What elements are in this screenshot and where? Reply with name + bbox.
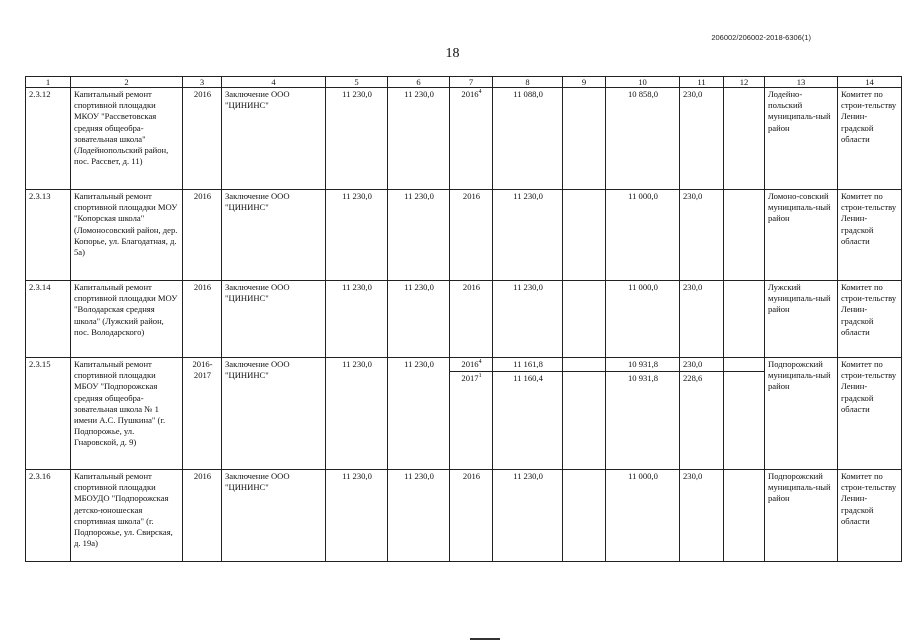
table-row [26, 358, 902, 470]
period-sub-2 [461, 373, 481, 383]
table-row [26, 88, 902, 190]
amount-cell: 230,0 [680, 281, 724, 358]
empty-sub [724, 359, 764, 372]
amount-cell: 11 088,0 [493, 88, 563, 190]
footnote-mark: 4 [478, 359, 482, 366]
footnote-mark: 4 [478, 89, 482, 96]
page-number: 18 [445, 46, 460, 61]
amount-cell: 11 230,0 [493, 470, 563, 562]
district-cell: Лужский муниципаль-ный район [765, 281, 838, 358]
cost-cell: 11 230,0 [326, 190, 388, 281]
col-header: 9 [563, 77, 606, 88]
executor-cell: Комитет по строи-тельству Ленин-градской области [838, 281, 902, 358]
amount-cell: 11 000,0 [606, 281, 680, 358]
object-name: Капитальный ремонт спортивной площадки МБОУ "Подпорожская средняя общеобра-зовательная школа № 1 имени А.С. Пушкина" (г. Подпорожье, ул. Гнаровской, д. 9) [71, 358, 183, 470]
period-sub-1 [450, 359, 492, 372]
amount-cell: 11 000,0 [606, 470, 680, 562]
col-header: 6 [388, 77, 450, 88]
cost-cell: 11 230,0 [326, 470, 388, 562]
district-cell: Лодейно-польский муниципаль-ный район [765, 88, 838, 190]
year-cell: 2016 [183, 470, 222, 562]
row-number: 2.3.13 [26, 190, 71, 281]
empty-cell [563, 358, 606, 470]
cost-cell: 11 230,0 [326, 88, 388, 190]
object-name: Капитальный ремонт спортивной площадки МОУ "Володарская средняя школа" (Лужский район, пос. Володарского) [71, 281, 183, 358]
year-cell: 2016 [183, 190, 222, 281]
executor-cell: Комитет по строи-тельству Ленин-градской области [838, 358, 902, 470]
basis-cell: Заключение ООО "ЦИНИНС" [222, 281, 326, 358]
col-header: 5 [326, 77, 388, 88]
table-row [26, 190, 902, 281]
empty-cell [563, 470, 606, 562]
row-number: 2.3.12 [26, 88, 71, 190]
data-table [25, 76, 902, 562]
empty-cell [724, 470, 765, 562]
period-cell [450, 190, 493, 281]
row-number: 2.3.15 [26, 358, 71, 470]
col-header: 8 [493, 77, 563, 88]
period-cell [450, 470, 493, 562]
period-year: 2016 [461, 89, 479, 99]
col-header: 4 [222, 77, 326, 88]
table-row [26, 281, 902, 358]
amount-sub-1: 11 161,8 [493, 359, 562, 372]
cost-cell: 11 230,0 [388, 190, 450, 281]
cost-cell: 11 230,0 [388, 358, 450, 470]
amount-cell: 230,0 [680, 88, 724, 190]
empty-sub [563, 359, 605, 372]
executor-cell: Комитет по строи-тельству Ленин-градской области [838, 88, 902, 190]
cost-cell: 11 230,0 [326, 358, 388, 470]
amount-cell: 230,0 [680, 470, 724, 562]
cost-cell: 11 230,0 [326, 281, 388, 358]
amount-cell: 10 858,0 [606, 88, 680, 190]
basis-cell: Заключение ООО "ЦИНИНС" [222, 358, 326, 470]
amount-cell: 11 000,0 [606, 190, 680, 281]
object-name: Капитальный ремонт спортивной площадки МОУ "Копорская школа" (Ломоносовский район, дер. Копорье, ул. Благодатная, д. 5а) [71, 190, 183, 281]
footnote-mark: 1 [478, 373, 482, 380]
year-cell: 2016 [183, 88, 222, 190]
col-header: 14 [838, 77, 902, 88]
col-header: 7 [450, 77, 493, 88]
basis-cell: Заключение ООО "ЦИНИНС" [222, 190, 326, 281]
row-number: 2.3.16 [26, 470, 71, 562]
basis-cell: Заключение ООО "ЦИНИНС" [222, 88, 326, 190]
period-year: 2016 [461, 359, 479, 369]
amount-sub-2: 10 931,8 [627, 373, 659, 383]
object-name: Капитальный ремонт спортивной площадки МБОУДО "Подпорожская детско-юношеская спортивная школа" (г. Подпорожье, ул. Свирская, д. 19а) [71, 470, 183, 562]
period-cell [450, 281, 493, 358]
document-id: 206002/206002-2018-6306(1) [711, 33, 811, 42]
empty-cell [563, 190, 606, 281]
period-year: 2016 [462, 191, 481, 201]
table-row [26, 470, 902, 562]
amount-cell [680, 358, 724, 470]
period-cell [450, 88, 493, 190]
amount-sub-2: 228,6 [683, 373, 703, 383]
cost-cell: 11 230,0 [388, 88, 450, 190]
row-number: 2.3.14 [26, 281, 71, 358]
empty-cell [724, 88, 765, 190]
district-cell: Подпорожский муниципаль-ный район [765, 358, 838, 470]
empty-cell [724, 190, 765, 281]
col-header: 12 [724, 77, 765, 88]
header-row [26, 77, 902, 88]
basis-cell: Заключение ООО "ЦИНИНС" [222, 470, 326, 562]
col-header: 13 [765, 77, 838, 88]
amount-cell [493, 358, 563, 470]
col-header: 2 [71, 77, 183, 88]
empty-cell [563, 88, 606, 190]
col-header: 10 [606, 77, 680, 88]
amount-cell: 11 230,0 [493, 281, 563, 358]
amount-sub-1: 10 931,8 [606, 359, 679, 372]
amount-sub-2: 11 160,4 [513, 373, 543, 383]
period-year: 2017 [461, 373, 479, 383]
cost-cell: 11 230,0 [388, 281, 450, 358]
amount-cell: 230,0 [680, 190, 724, 281]
district-cell: Ломоно-совский муниципаль-ный район [765, 190, 838, 281]
period-cell [450, 358, 493, 470]
amount-sub-1: 230,0 [680, 359, 723, 372]
object-name: Капитальный ремонт спортивной площадки МКОУ "Рассветовская средняя общеобра-зовательная школа" (Лодейнопольский район, пос. Рассвет, д. 11) [71, 88, 183, 190]
period-year: 2016 [462, 282, 481, 292]
period-year: 2016 [462, 471, 481, 481]
empty-cell [724, 358, 765, 470]
empty-cell [724, 281, 765, 358]
district-cell: Подпорожский муниципаль-ный район [765, 470, 838, 562]
executor-cell: Комитет по строи-тельству Ленин-градской области [838, 190, 902, 281]
col-header: 1 [26, 77, 71, 88]
year-cell: 2016-2017 [183, 358, 222, 470]
year-cell: 2016 [183, 281, 222, 358]
executor-cell: Комитет по строи-тельству Ленин-градской области [838, 470, 902, 562]
amount-cell: 11 230,0 [493, 190, 563, 281]
amount-cell [606, 358, 680, 470]
col-header: 11 [680, 77, 724, 88]
empty-cell [563, 281, 606, 358]
cost-cell: 11 230,0 [388, 470, 450, 562]
col-header: 3 [183, 77, 222, 88]
